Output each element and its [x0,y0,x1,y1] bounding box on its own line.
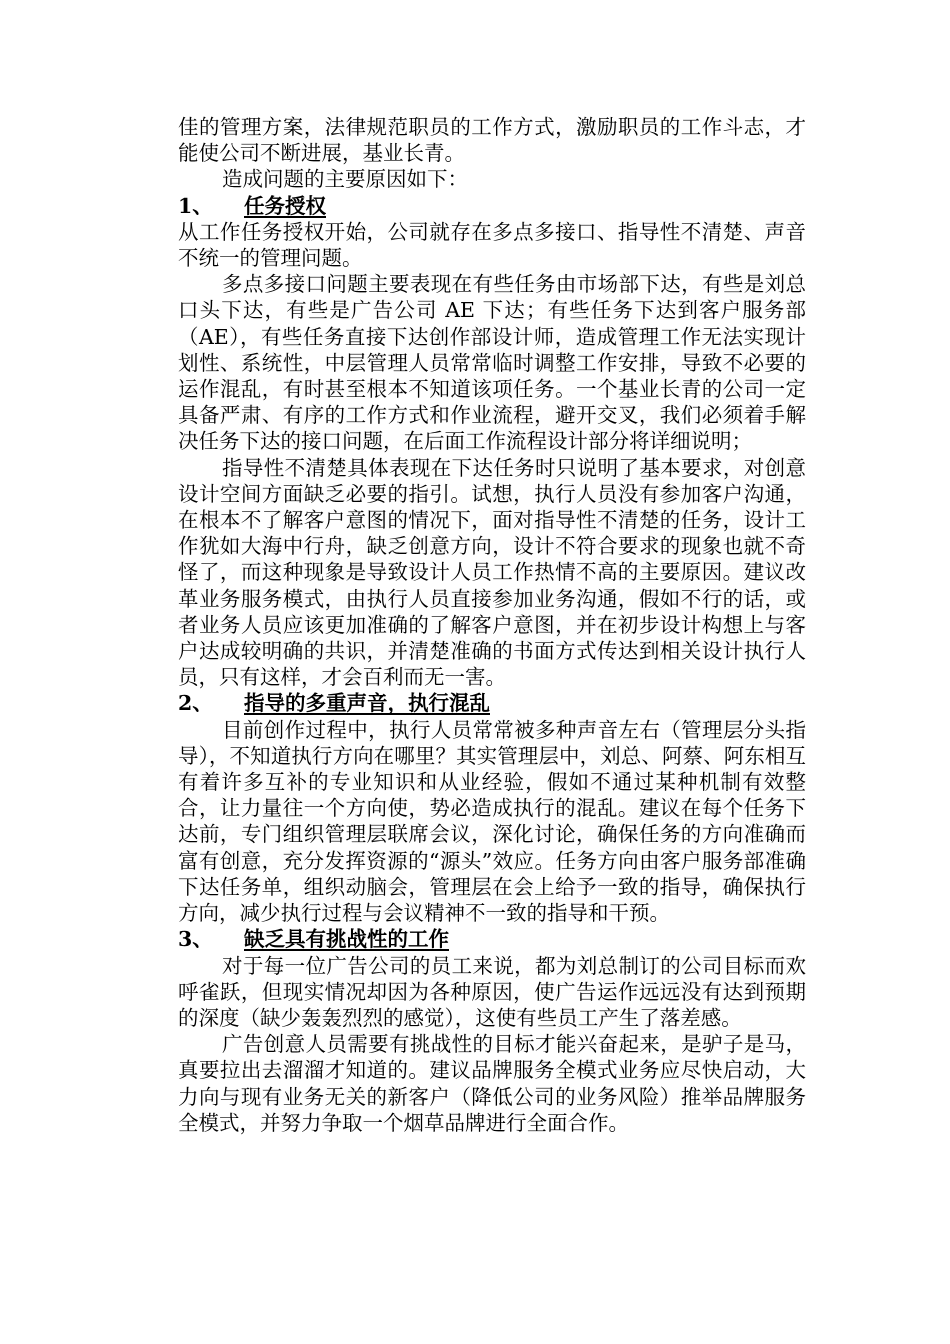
section-title: 缺乏具有挑战性的工作 [244,927,449,952]
paragraph: 对于每一位广告公司的员工来说，都为刘总制订的公司目标而欢呼雀跃，但现实情况却因为各种原因，使广告运作远远没有达到预期的深度（缺少轰轰烈烈的感觉），这使有些员工产生了落差感。 [178,953,806,1030]
paragraph: 造成问题的主要原因如下： [222,167,468,192]
section-heading-3 [178,926,806,952]
section-number: 2、 [178,691,213,716]
paragraph: 指导性不清楚具体表现在下达任务时只说明了基本要求，对创意设计空间方面缺乏必要的指引。试想，执行人员没有参加客户沟通，在根本不了解客户意图的情况下，面对指导性不清楚的任务，设计工作犹如大海中行舟，缺乏创意方向，设计不符合要求的现象也就不奇怪了，而这种现象是导致设计人员工作热情不高的主要原因。建议改革业务服务模式，由执行人员直接参加业务沟通，假如不行的话，或者业务人员应该更加准确的了解客户意图，并在初步设计构想上与客户达成较明确的共识，并清楚准确的书面方式传达到相关设计执行人员，只有这样，才会百利而无一害。 [178,455,806,690]
paragraph: 目前创作过程中，执行人员常常被多种声音左右（管理层分头指导），不知道执行方向在哪里？其实管理层中，刘总、阿蔡、阿东相互有着许多互补的专业知识和从业经验，假如不通过某种机制有效整合，让力量往一个方向使，势必造成执行的混乱。建议在每个任务下达前，专门组织管理层联席会议，深化讨论，确保任务的方向准确而富有创意，充分发挥资源的“源头”效应。任务方向由客户服务部准确下达任务单，组织动脑会，管理层在会上给予一致的指导，确保执行方向，减少执行过程与会议精神不一致的指导和干预。 [178,717,806,926]
section-heading-1 [178,193,806,219]
document-body [178,114,806,1136]
section-number: 1、 [178,193,213,218]
paragraph: 佳的管理方案，法律规范职员的工作方式，激励职员的工作斗志，才能使公司不断进展，基业长青。 [178,115,806,166]
section-title: 任务授权 [244,193,326,218]
section-number: 3、 [178,927,213,952]
section-heading-2 [178,690,806,716]
section-title: 指导的多重声音，执行混乱 [244,691,490,716]
paragraph: 多点多接口问题主要表现在有些任务由市场部下达，有些是刘总口头下达，有些是广告公司 AE 下达；有些任务下达到客户服务部（AE），有些任务直接下达创作部设计师，造成管理工作无法实现计划性、系统性，中层管理人员常常临时调整工作安排，导致不必要的运作混乱，有时甚至根本不知道该项任务。一个基业长青的公司一定具备严肃、有序的工作方式和作业流程，避开交叉，我们必须着手解决任务下达的接口问题，在后面工作流程设计部分将详细说明； [178,272,806,454]
paragraph: 广告创意人员需要有挑战性的目标才能兴奋起来，是驴子是马，真要拉出去溜溜才知道的。建议品牌服务全模式业务应尽快启动，大力向与现有业务无关的新客户（降低公司的业务风险）推举品牌服务全模式，并努力争取一个烟草品牌进行全面合作。 [178,1032,806,1135]
paragraph: 从工作任务授权开始，公司就存在多点多接口、指导性不清楚、声音不统一的管理问题。 [178,219,806,271]
